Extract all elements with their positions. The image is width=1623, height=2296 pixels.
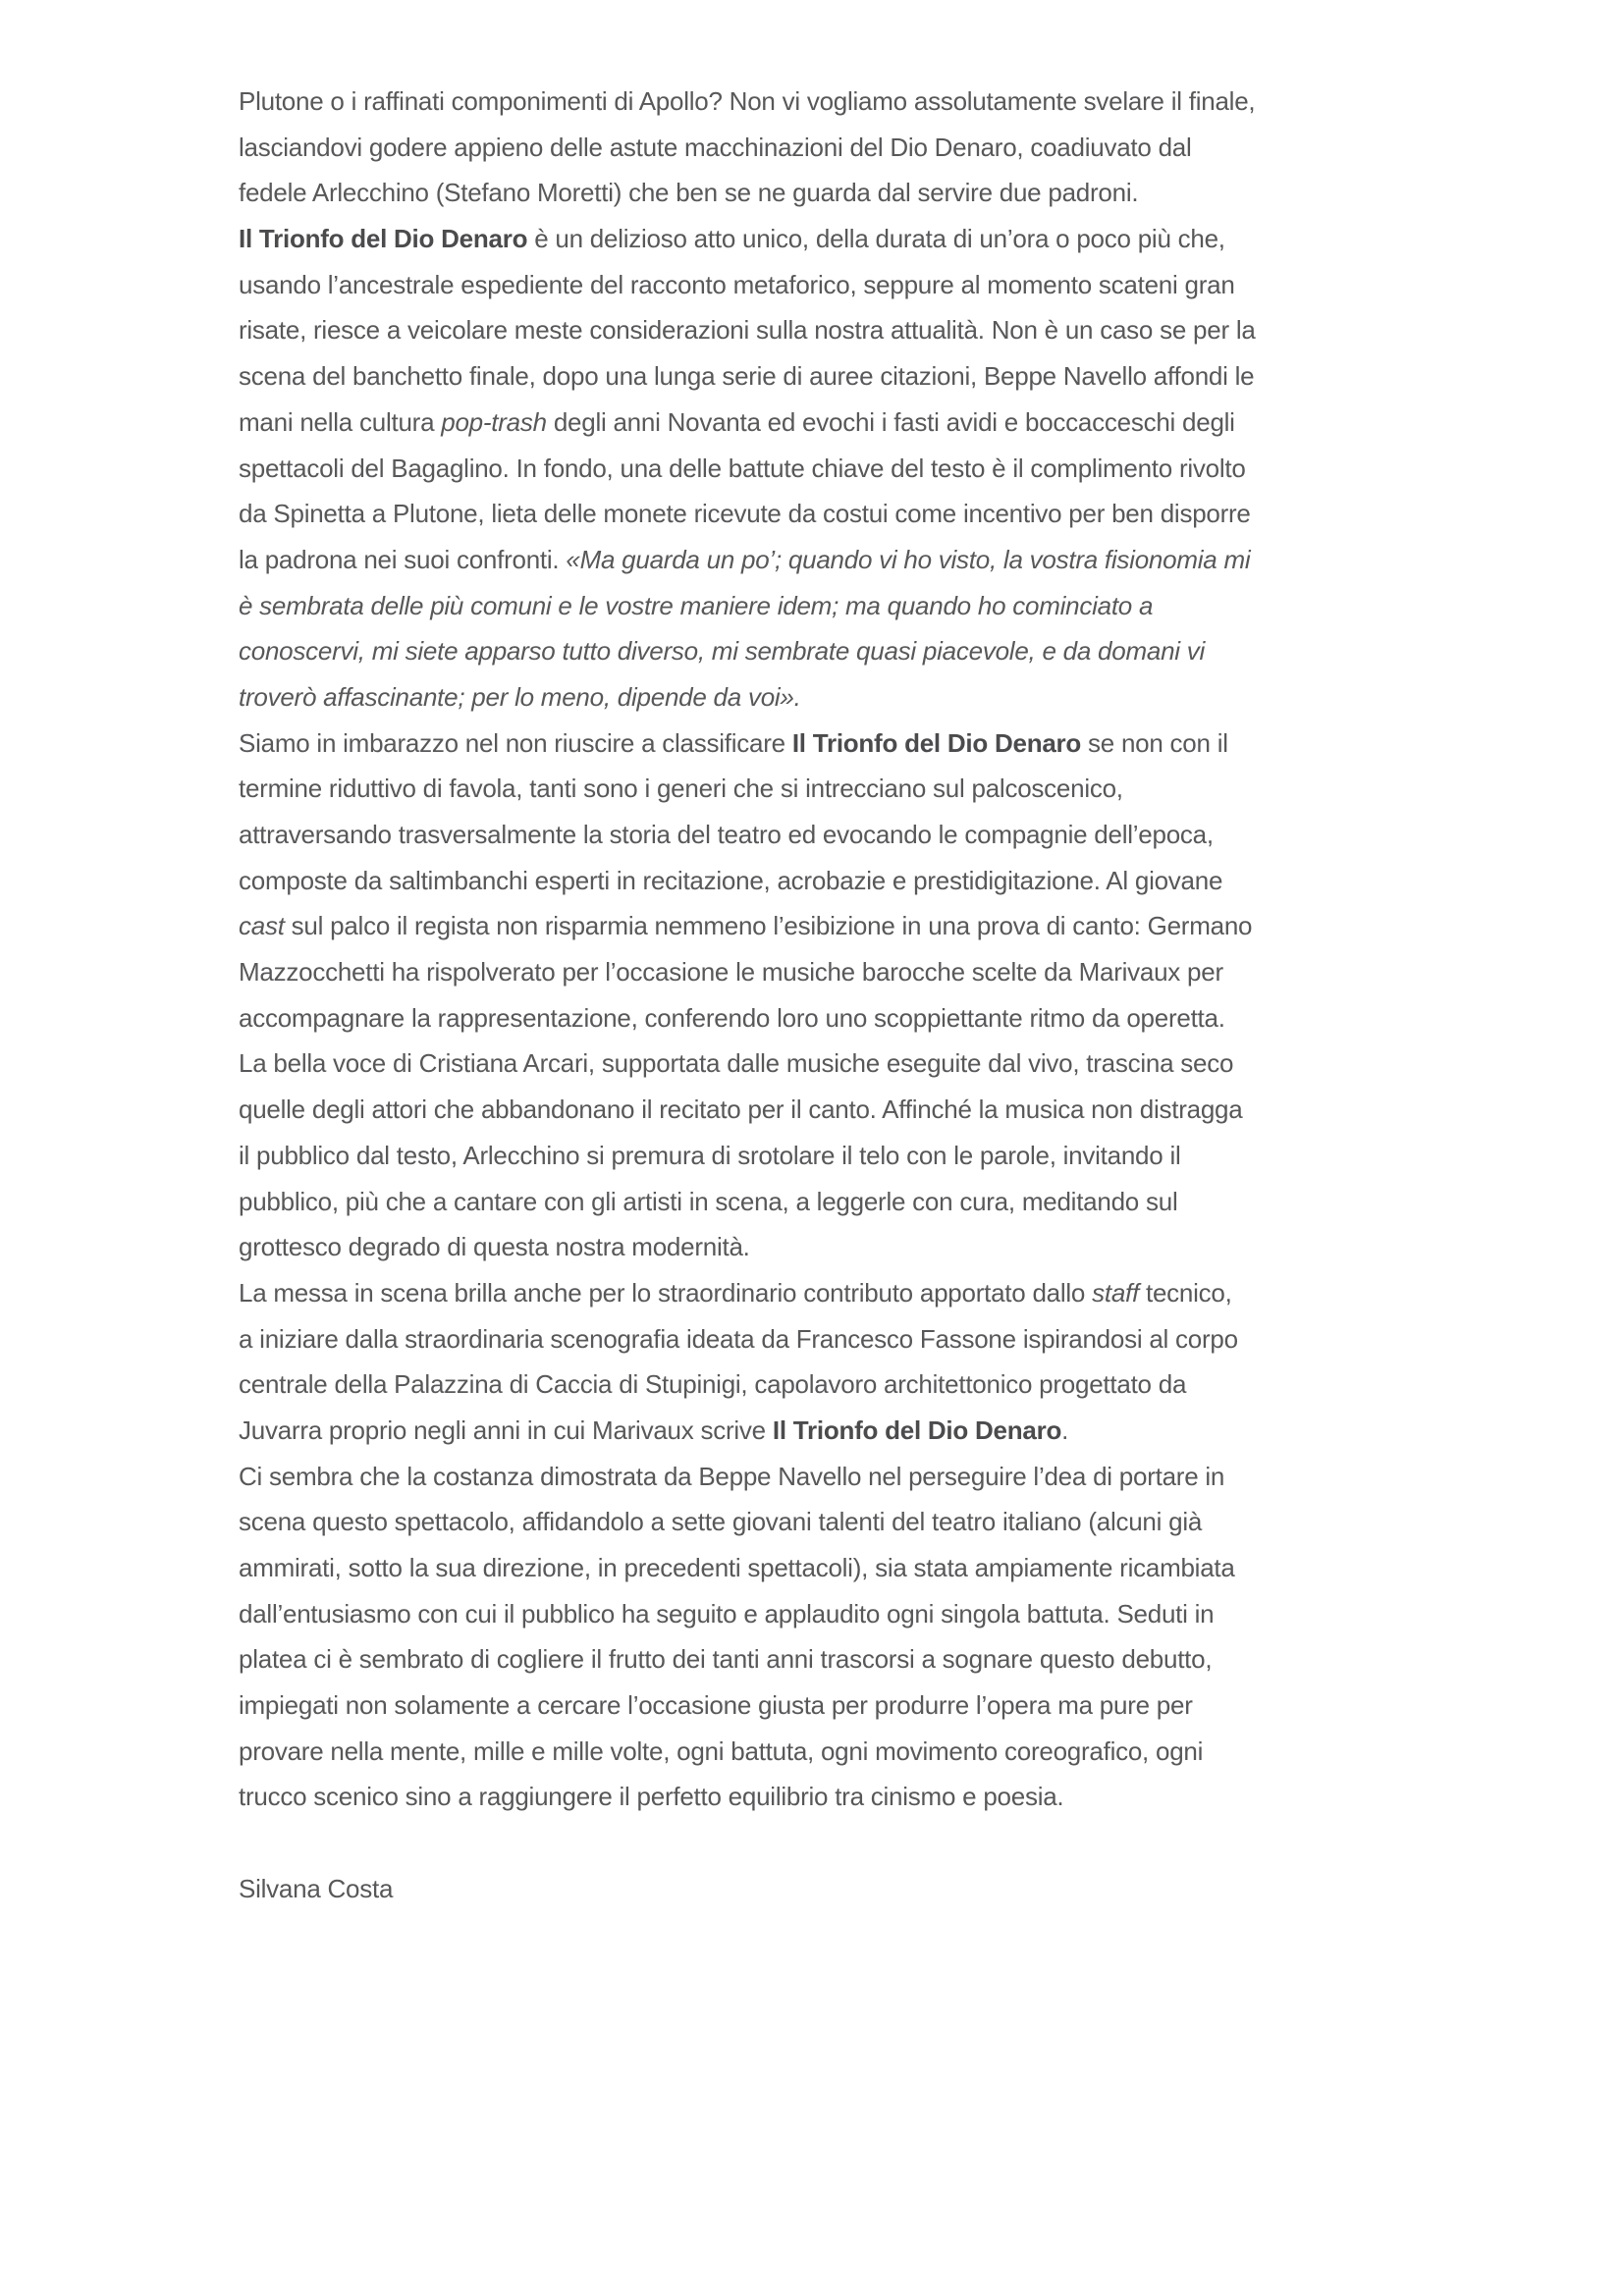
text-line (239, 1133, 1417, 1179)
text-segment: La messa in scena brilla anche per lo straordinario contributo apportato dallo (239, 1277, 1093, 1308)
text-segment: la padrona nei suoi confronti. (239, 544, 567, 574)
author-name: Silvana Costa (239, 1873, 394, 1903)
text-segment: degli anni Novanta ed evochi i fasti avidi e boccacceschi degli (546, 406, 1235, 437)
text-line (239, 1408, 1417, 1454)
paragraph (239, 79, 1417, 216)
text-segment: cast (239, 911, 285, 941)
text-line (239, 1041, 1417, 1087)
paragraph (239, 216, 1417, 721)
text-line (239, 537, 1417, 583)
text-segment: ammirati, sotto la sua direzione, in precedenti spettacoli), sia stata ampiamente ricambiata (239, 1553, 1235, 1582)
text-line (239, 583, 1417, 629)
text-segment: platea ci è sembrato di cogliere il frutto dei tanti anni trascorsi a sognare questo debutto, (239, 1644, 1213, 1675)
text-line (239, 1729, 1417, 1775)
text-line (239, 1499, 1417, 1545)
text-segment: . (1061, 1415, 1069, 1445)
text-line (239, 628, 1417, 674)
text-segment: fedele Arlecchino (Stefano Moretti) che ben se ne guarda dal servire due padroni. (239, 178, 1139, 208)
text-line (239, 721, 1417, 767)
text-segment: dall’entusiasmo con cui il pubblico ha seguito e applaudito ogni singola battuta. Seduti in (239, 1598, 1215, 1629)
text-segment: termine riduttivo di favola, tanti sono i generi che si intrecciano sul palcoscenico, (239, 774, 1123, 804)
text-segment: risate, riesce a veicolare meste considerazioni sulla nostra attualità. Non è un caso se per la (239, 315, 1256, 346)
text-line (239, 674, 1417, 721)
text-line (239, 79, 1417, 125)
text-line (239, 446, 1417, 492)
text-line (239, 766, 1417, 812)
text-segment: provare nella mente, mille e mille volte, ogni battuta, ogni movimento coreografico, ogni (239, 1735, 1204, 1766)
text-segment: «Ma guarda un po’; quando vi ho visto, la vostra fisionomia mi (566, 544, 1251, 574)
text-line (239, 1316, 1417, 1362)
text-line (239, 1087, 1417, 1133)
text-line (239, 903, 1417, 949)
text-segment: sul palco il regista non risparmia nemmeno l’esibizione in una prova di canto: Germano (284, 911, 1253, 941)
text-segment: lasciandovi godere appieno delle astute macchinazioni del Dio Denaro, coadiuvato dal (239, 132, 1192, 162)
text-segment: accompagnare la rappresentazione, conferendo loro uno scoppiettante ritmo da operetta. (239, 1002, 1225, 1033)
text-segment: pop-trash (441, 406, 547, 437)
text-segment: conoscervi, mi siete apparso tutto diverso, mi sembrate quasi piacevole, e da domani vi (239, 636, 1206, 667)
text-line (239, 1682, 1417, 1729)
text-segment: quelle degli attori che abbandonano il recitato per il canto. Affinché la musica non distragga (239, 1095, 1243, 1125)
text-segment: scena questo spettacolo, affidandolo a sette giovani talenti del teatro italiano (alcuni già (239, 1507, 1203, 1537)
text-segment: se non con il (1081, 727, 1228, 758)
text-line (239, 262, 1417, 308)
text-segment: centrale della Palazzina di Caccia di Stupinigi, capolavoro architettonico progettato da (239, 1369, 1187, 1400)
text-line (239, 1179, 1417, 1225)
text-segment: Il Trionfo del Dio Denaro (791, 727, 1082, 758)
text-segment: Il Trionfo del Dio Denaro (239, 224, 528, 254)
text-line (239, 1591, 1417, 1637)
text-line (239, 1636, 1417, 1682)
article-paragraphs (239, 79, 1417, 1820)
text-line (239, 812, 1417, 858)
article-body (239, 79, 1417, 1912)
text-line (239, 949, 1417, 995)
text-segment: è un delizioso atto unico, della durata di un’ora o poco più che, (527, 224, 1225, 254)
text-segment: da Spinetta a Plutone, lieta delle monete ricevute da costui come incentivo per ben disporre (239, 499, 1251, 529)
text-line (239, 1774, 1417, 1820)
text-segment: attraversando trasversalmente la storia del teatro ed evocando le compagnie dell’epoca, (239, 820, 1214, 849)
text-segment: Plutone o i raffinati componimenti di Apollo? Non vi vogliamo assolutamente svelare il finale, (239, 86, 1256, 116)
text-line (239, 216, 1417, 262)
text-segment: Siamo in imbarazzo nel non riuscire a classificare (239, 727, 792, 758)
text-segment: staff (1092, 1277, 1139, 1308)
text-line (239, 400, 1417, 446)
text-segment: troverò affascinante; per lo meno, dipende da voi». (239, 681, 801, 712)
text-line (239, 1454, 1417, 1500)
text-line (239, 1270, 1417, 1316)
text-segment: il pubblico dal testo, Arlecchino si premura di srotolare il telo con le parole, invitando il (239, 1140, 1181, 1170)
text-segment: è sembrata delle più comuni e le vostre maniere idem; ma quando ho cominciato a (239, 590, 1154, 620)
text-segment: spettacoli del Bagaglino. In fondo, una delle battute chiave del testo è il complimento rivolto (239, 453, 1246, 483)
text-line (239, 995, 1417, 1041)
text-line (239, 1224, 1417, 1270)
text-segment: usando l’ancestrale espediente del racconto metaforico, seppure al momento scateni gran (239, 269, 1235, 299)
paragraph (239, 1270, 1417, 1454)
text-segment: Ci sembra che la costanza dimostrata da Beppe Navello nel perseguire l’dea di portare in (239, 1461, 1225, 1491)
text-segment: La bella voce di Cristiana Arcari, supportata dalle musiche eseguite dal vivo, trascina seco (239, 1048, 1234, 1079)
text-line (239, 125, 1417, 171)
text-segment: Il Trionfo del Dio Denaro (772, 1415, 1062, 1445)
text-segment: mani nella cultura (239, 406, 442, 437)
text-segment: Juvarra proprio negli anni in cui Marivaux scrive (239, 1415, 773, 1445)
text-line (239, 1545, 1417, 1591)
text-segment: impiegati non solamente a cercare l’occasione giusta per produrre l’opera ma pure per (239, 1690, 1193, 1721)
text-segment: pubblico, più che a cantare con gli artisti in scena, a leggerle con cura, meditando sul (239, 1186, 1178, 1216)
text-line (239, 858, 1417, 904)
text-segment: a iniziare dalla straordinaria scenografia ideata da Francesco Fassone ispirandosi al corpo (239, 1323, 1238, 1354)
text-segment: tecnico, (1139, 1277, 1232, 1308)
text-line (239, 1362, 1417, 1408)
text-line (239, 307, 1417, 353)
text-line (239, 491, 1417, 537)
text-line (239, 170, 1417, 216)
text-line (239, 353, 1417, 400)
paragraph (239, 721, 1417, 1270)
text-segment: grottesco degrado di questa nostra modernità. (239, 1232, 750, 1262)
text-segment: trucco scenico sino a raggiungere il perfetto equilibrio tra cinismo e poesia. (239, 1782, 1064, 1812)
paragraph (239, 1454, 1417, 1821)
text-segment: composte da saltimbanchi esperti in recitazione, acrobazie e prestidigitazione. Al giovane (239, 865, 1223, 895)
text-segment: Mazzocchetti ha rispolverato per l’occasione le musiche barocche scelte da Marivaux per (239, 957, 1223, 988)
text-segment: scena del banchetto finale, dopo una lunga serie di auree citazioni, Beppe Navello affondi le (239, 361, 1255, 392)
